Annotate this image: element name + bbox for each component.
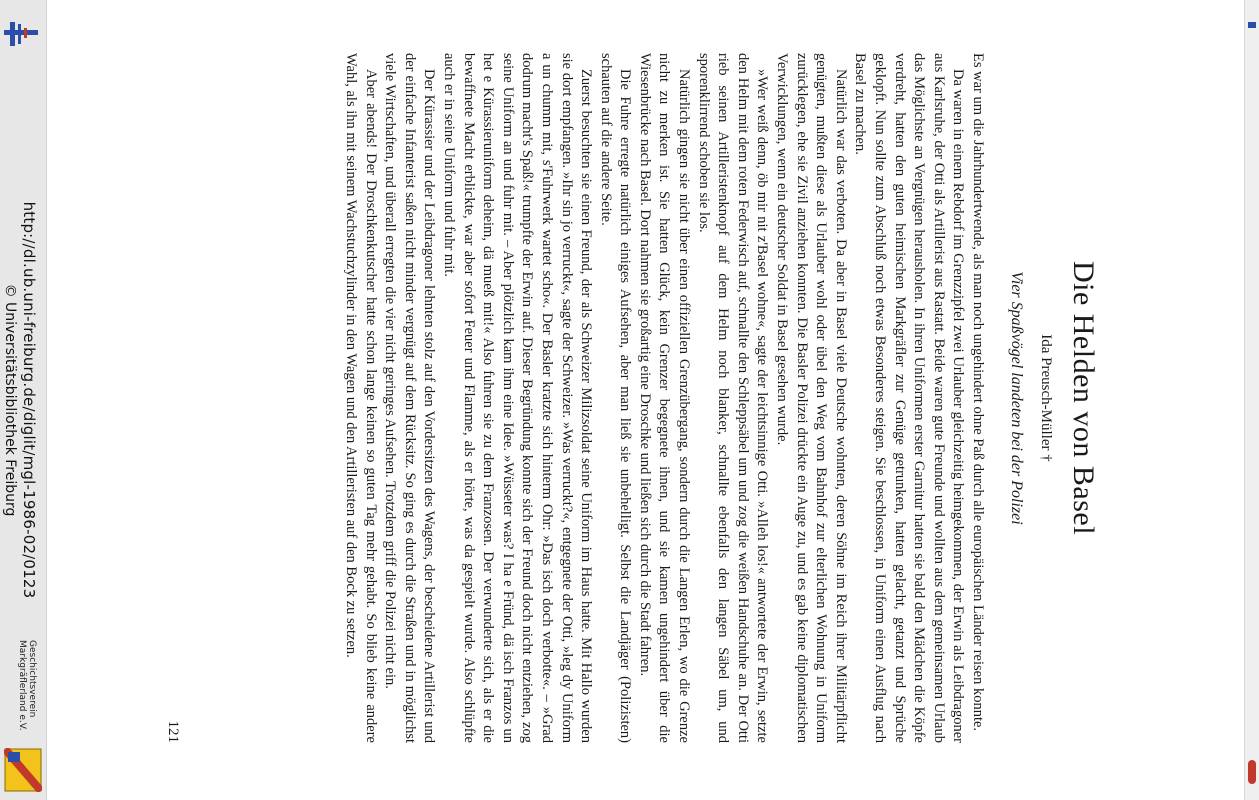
paragraph: »Wer weiß denn, öb mir nit z'Basel wohne«, sagte der leichtsinnige Otti. »Alleh los!« antwortete der Erwin, setzte den Helm mit dem roten Federwisch auf, schnallte den Schleppsäbel um und zog die weißen Handschuhe an. Der Otti rieb seinen Artilleristenknopf auf dem Helm noch blanker, schnallte ebenfalls den langen Säbel um, und sporenklirrend schoben sie los. <box>695 53 771 743</box>
document-page <box>120 5 1160 795</box>
publisher-line1: Geschichtsverein <box>27 640 37 718</box>
paragraph: Zuerst besuchten sie einen Freund, der als Schweizer Milizsoldat seine Uniform im Haus hatte. Mit Hallo wurden sie dort empfangen. »Ihr sin jo verruckt«, sagte der Schweizer. »Was verruckt?«, entgegnete der Otti, »leg dy Uniform a un chumm mit, s'Fuhrwerk wartet scho«. Der Basler kratzte sich hinterm Ohr: »Das isch doch verbotte«. – »Grad dodrum macht's Spaß!« trumpfte der Erwin auf. Dieser Begründung konnte sich der Freund doch nicht entziehen, zog seine Uniform an und fuhr mit. – Aber plötzlich kam ihm eine Idee. »Wüsseter was? I ha e Fründ, dä isch Franzos un het e Kürassieruniform deheim, dä mueß mit!« Also fuhren sie zu dem Franzosen. Der verwunderte sich, als er die bewaffnete Macht erblickte, war aber sofort Feuer und Flamme, als er hörte, was da gespielt wurde. Also schlüpfte auch er in seine Uniform und fuhr mit. <box>440 53 595 743</box>
paragraph: Da waren in einem Rebdorf im Grenzzipfel zwei Urlauber gleichzeitig heimgekommen, der Erwin als Leibdragoner aus Karlsruhe, der Otti als Artillerist aus Rastatt. Beide waren gute Freunde und wollten aus dem gemeinsamen Urlaub das Möglichste an Vergnügen herausholen. In ihren Uniformen erster Garnitur hatten sie bald den Mädchen die Köpfe verdreht, hatten den guten heimischen Markgräfler zur Genüge getrunken, hatten gelacht, getanzt und Sprüche geklopft. Nun sollte zum Abschluß noch etwas Besonderes steigen. Sie beschlossen, in Uniform einen Ausflug nach Basel zu machen. <box>852 53 967 743</box>
viewer-sidebar <box>0 0 47 800</box>
copyright-note: © Universitätsbibliothek Freiburg <box>2 283 18 517</box>
document-subtitle: Vier Spaßvögel landeten bei der Polizei <box>1008 271 1025 525</box>
paragraph: Die Fuhre erregte natürlich einiges Aufsehen, aber man ließ sie unbehelligt. Selbst die Landjäger (Polizisten) schauten auf die andere Seite. <box>597 53 634 743</box>
edge-marker-icon <box>1248 22 1256 28</box>
coat-of-arms-icon <box>4 748 42 792</box>
edge-logo-icon <box>1248 760 1256 784</box>
page-number: 121 <box>165 720 181 743</box>
paragraph: Der Kürassier und der Leibdragoner lehnten stolz auf den Vordersitzen des Wagens, der bescheidene Artillerist und der einfache Infanterist saßen nicht minder vergnügt auf dem Rücksitz. So ging es durch die Straßen und in möglichst viele Wirtschaften, und überall erregten die vier nicht geringes Aufsehen. Trotzdem griff die Polizei nicht ein. <box>382 53 438 743</box>
document-url[interactable]: http://dl.ub.uni-freiburg.de/diglit/mgl-1986-02/0123 <box>20 201 38 599</box>
paragraph: Es war um die Jahrhundertwende, als man noch ungehindert ohne Paß durch alle europäischen Länder reisen konnte. <box>970 53 986 732</box>
paragraph: Aber abends! Der Droschkenkutscher hatte schon lange keinen so guten Tag mehr gehabt. So blieb keine andere Wahl, als ihn mit seinem Wachstuchzylinder in den Wagen und den Artilleristen auf den Bock zu setzen. <box>343 53 379 743</box>
publisher-line2: Markgräflerland e.V. <box>17 640 27 731</box>
paragraph: Natürlich gingen sie nicht über einen offiziellen Grenzübergang, sondern durch die Langen Erlen, wo die Grenze nicht zu merken ist. Sie hatten Glück, kein Grenzer begegnete ihnen, und sie kamen ungehindert über die Wiesenbrücke nach Basel. Dort nahmen sie großartig eine Droschke und ließen sich durch die Stadt fahren. <box>636 53 693 743</box>
paragraph: Natürlich war das verboten. Da aber in Basel viele Deutsche wohnten, deren Söhne im Reich ihrer Militärpflicht genügten, mußten diese als Urlauber wohl oder übel den Weg vom Bahnhof zur elterlichen Wohnung in Uniform zurücklegen, ehe sie Zivil anziehen konnten. Die Basler Polizei drückte ein Auge zu, und es gab keine diplomatischen Verwicklungen, wenn ein deutscher Soldat in Basel gesehen wurde. <box>774 53 849 743</box>
right-edge-strip <box>1244 0 1259 800</box>
document-title: Die Helden von Basel <box>1067 260 1100 536</box>
document-author: Ida Preusch-Müller † <box>1038 334 1054 462</box>
publisher-label <box>4 640 40 740</box>
document-page-rotated <box>120 5 1160 795</box>
